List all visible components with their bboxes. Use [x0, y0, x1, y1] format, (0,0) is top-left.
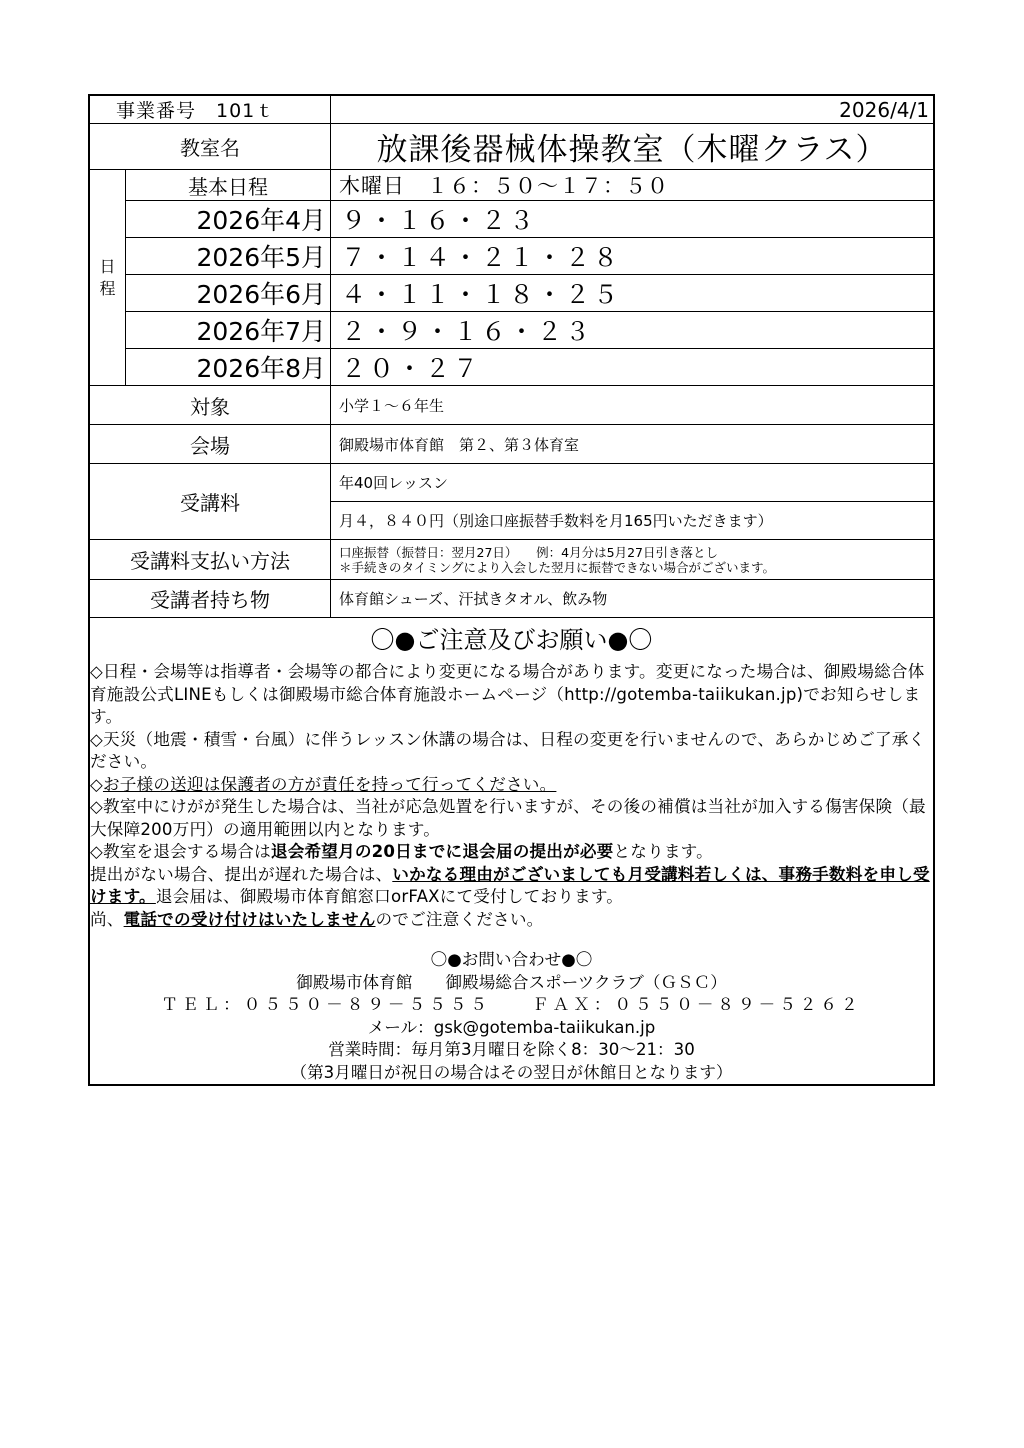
- note-pickup-text: お子様の送迎は保護者の方が責任を持って行ってください。: [102, 774, 557, 794]
- belongings-row: [90, 580, 934, 618]
- note-weather-cancel: ◇天災（地震・積雪・台風）に伴うレッスン休講の場合は、日程の変更を行いませんので、あらかじめご了承ください。: [90, 729, 926, 771]
- note-pickup: [90, 774, 933, 797]
- notes-section: [90, 618, 934, 1085]
- note-late-withdraw: [90, 864, 933, 909]
- contact-email: メール：gsk@gotemba-taiikukan.jp: [367, 1017, 656, 1037]
- month-row: [90, 275, 934, 312]
- schedule-char-2: 程: [99, 278, 116, 298]
- month-label: 2026年6月: [126, 275, 331, 312]
- month-days: ４・１１・１８・２５: [331, 275, 934, 312]
- fee-monthly: 月４，８４０円（別途口座振替手数料を月165円いただきます）: [331, 502, 934, 540]
- month-days: ７・１４・２１・２８: [331, 238, 934, 275]
- payment-line-1: 口座振替（振替日：翌月27日） 例：4月分は5月27日引き落とし: [339, 544, 718, 560]
- note-phone-a: 尚、: [90, 909, 124, 929]
- business-number: 事業番号 101ｔ: [90, 96, 331, 124]
- basic-schedule-label: 基本日程: [126, 170, 331, 201]
- payment-value: [331, 540, 934, 580]
- note-schedule-change: ◇日程・会場等は指導者・会場等の都合により変更になる場合があります。変更になった場合は、御殿場総合体育施設公式LINEもしくは御殿場市総合体育施設ホームページ（http://gotemba-taiikukan.jp)でお知らせします。: [90, 662, 925, 726]
- note-late-a: 提出がない場合、提出が遅れた場合は、: [90, 864, 393, 884]
- classroom-label: 教室名: [90, 124, 331, 170]
- target-value: 小学１～６年生: [331, 386, 934, 425]
- classroom-row: [90, 124, 934, 170]
- month-row: [90, 312, 934, 349]
- schedule-char-1: 日: [99, 256, 116, 276]
- payment-line-2: ＊手続きのタイミングにより入会した翌月に振替できない場合がございます。: [339, 559, 776, 575]
- month-label: 2026年5月: [126, 238, 331, 275]
- header-row: [90, 96, 934, 124]
- belongings-value: 体育館シューズ、汗拭きタオル、飲み物: [331, 580, 934, 618]
- basic-schedule-value: 木曜日 １６：５０～１７：５０: [331, 170, 934, 201]
- notes-row: [90, 618, 934, 1085]
- venue-value: 御殿場市体育館 第２、第３体育室: [331, 425, 934, 464]
- target-row: [90, 386, 934, 425]
- month-label: 2026年4月: [126, 201, 331, 238]
- month-label: 2026年7月: [126, 312, 331, 349]
- note-late-b: 退会届は、御殿場市体育館窓口orFAXにて受付しております。: [155, 887, 624, 906]
- contact-title: 〇●お問い合わせ●〇: [430, 950, 593, 969]
- fee-label: 受講料: [90, 464, 331, 540]
- note-pickup-prefix: ◇: [90, 774, 103, 794]
- month-days: ２・９・１６・２３: [331, 312, 934, 349]
- note-withdraw-bold: 退会希望月の20日までに退会届の提出が必要: [270, 842, 614, 861]
- note-injury: ◇教室中にけがが発生した場合は、当社が応急処置を行いますが、その後の補償は当社が加入する傷害保険（最大保障200万円）の適用範囲以内となります。: [90, 797, 926, 839]
- contact-closed: （第3月曜日が祝日の場合はその翌日が休館日となります）: [290, 1062, 733, 1082]
- month-days: ９・１６・２３: [331, 201, 934, 238]
- month-row: [90, 238, 934, 275]
- note-phone-b: のでご注意ください。: [375, 909, 544, 929]
- venue-row: [90, 425, 934, 464]
- contact-phone: ＴＥＬ：０５５０－８９－５５５５ ＦＡＸ：０５５０－８９－５２６２: [161, 995, 862, 1014]
- contact-section: [90, 949, 933, 1084]
- contact-hours: 営業時間：毎月第3月曜日を除く8：30～21：30: [328, 1040, 695, 1059]
- notes-title: 〇●ご注意及びお願い●〇: [370, 626, 653, 654]
- note-withdraw-b: となります。: [613, 842, 713, 861]
- belongings-label: 受講者持ち物: [90, 580, 331, 618]
- target-label: 対象: [90, 386, 331, 425]
- note-withdraw-a: ◇教室を退会する場合は: [90, 842, 271, 861]
- note-no-phone: [90, 909, 933, 932]
- month-row: [90, 349, 934, 386]
- contact-org: 御殿場市体育館 御殿場総合スポーツクラブ（ＧＳＣ）: [296, 972, 727, 992]
- application-form: [88, 94, 935, 1086]
- info-table: [89, 95, 934, 1085]
- note-late-bold: いかなる理由がございましても月受講料若しくは、事務手数料を申し受けます。: [90, 864, 930, 906]
- month-row: [90, 201, 934, 238]
- payment-row: [90, 540, 934, 580]
- fee-lessons: 年40回レッスン: [331, 464, 934, 502]
- note-withdraw: [90, 841, 933, 864]
- schedule-vertical-label: [90, 170, 126, 386]
- issue-date: 2026/4/1: [331, 96, 934, 124]
- note-phone-bold: 電話での受け付けはいたしません: [123, 909, 376, 929]
- payment-label: 受講料支払い方法: [90, 540, 331, 580]
- venue-label: 会場: [90, 425, 331, 464]
- fee-row: [90, 464, 934, 502]
- basic-schedule-row: [90, 170, 934, 201]
- month-label: 2026年8月: [126, 349, 331, 386]
- month-days: ２０・２７: [331, 349, 934, 386]
- classroom-name: 放課後器械体操教室（木曜クラス）: [331, 124, 934, 170]
